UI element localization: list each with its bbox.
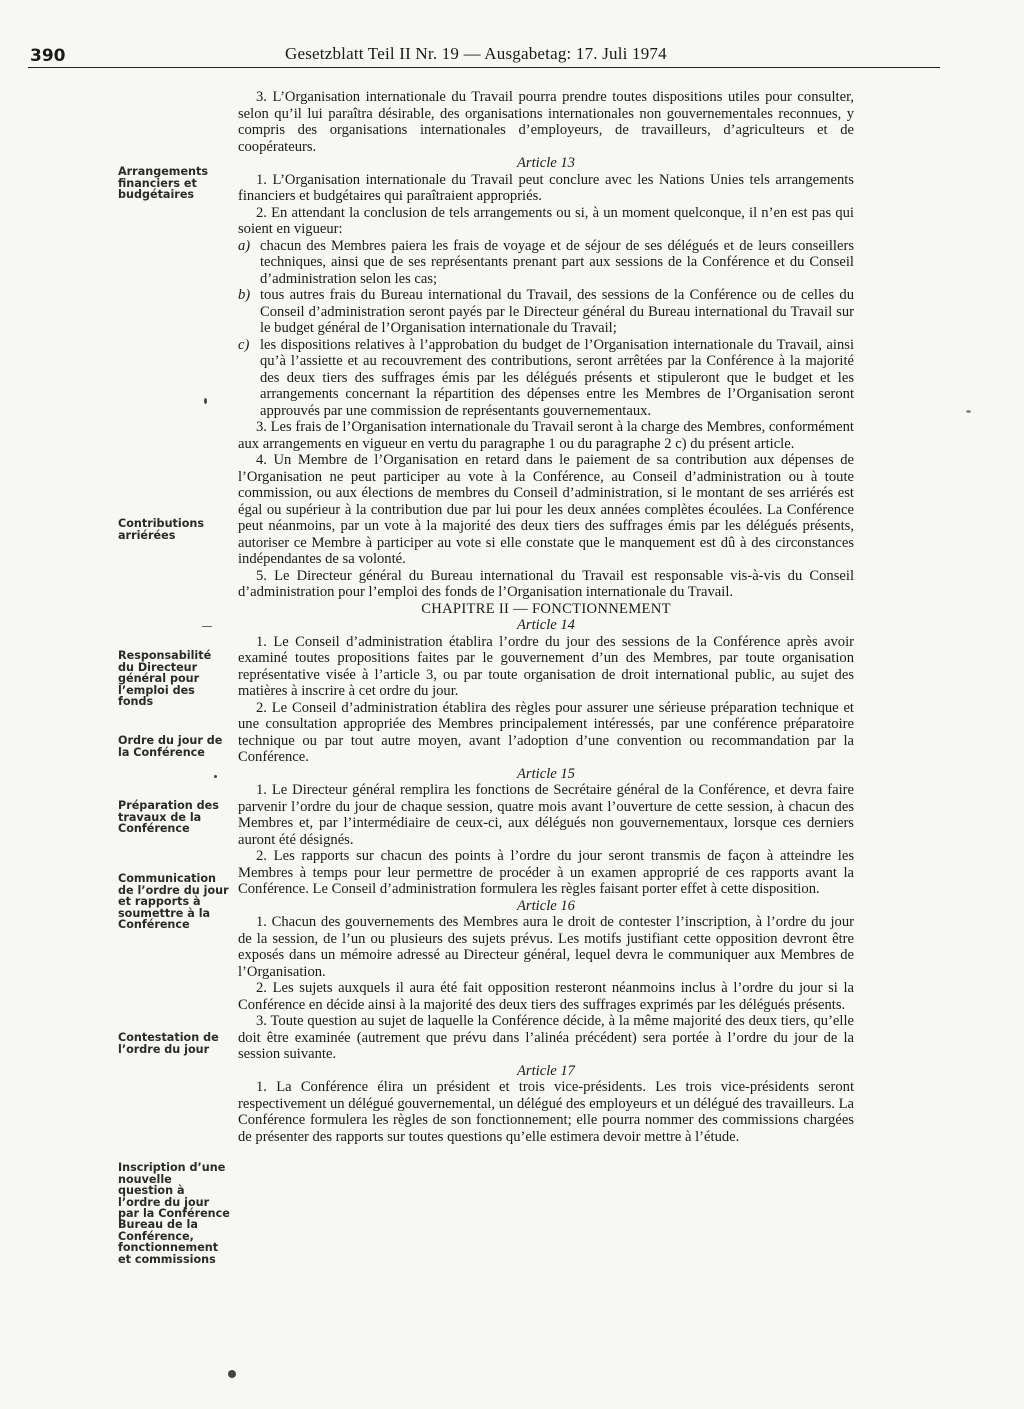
margin-note-bureau: Bureau de la Conférence, fonctionnement et commissions [118, 1218, 219, 1266]
running-head: Gesetzblatt Teil II Nr. 19 — Ausgabetag: 17. Juli 1974 [285, 44, 667, 63]
list-item [238, 287, 854, 337]
paragraph: 5. Le Directeur général du Bureau international du Travail est responsable vis-à-vis du Conseil d’administration pour l’emploi des fonds de l’Organisation internationale du Travail. [238, 567, 854, 600]
scan-speck [204, 398, 207, 404]
list-item-text: tous autres frais du Bureau international du Travail, des sessions de la Conférence ou de celles du Conseil d’administration seront payés par le Directeur général du Bureau international du Travail sur le budget général de l’Organisation internationale du Travail; [260, 287, 854, 336]
list-item-text: chacun des Membres paiera les frais de voyage et de séjour de ses délégués et de leurs conseillers techniques, ainsi que de ses représentants prenant part aux sessions de la Conférence et du Conseil d’administration selon les cas; [260, 237, 854, 287]
paragraph: 2. Les sujets auxquels il aura été fait opposition resteront néanmoins inclus à l’ordre du jour si la Conférence en décide ainsi à la majorité des deux tiers des suffrages exprimés par les délégués présents. [238, 980, 854, 1013]
margin-note-contributions: Contributions arriérées [118, 517, 205, 542]
list-item-text: les dispositions relatives à l’approbation du budget de l’Organisation internationale du Travail, ainsi qu’à l’assiette et au recouvrement des contributions, seront arrêtées par la Conférence à la majorité des deux tiers des suffrages émis par les délégués présents et stipuleront que le budget et les arrangements concernant la répartition des dépenses entre les Membres de l’Organisation seront approuvés par une commission de représentants gouvernementaux. [260, 336, 854, 419]
paragraph: 1. La Conférence élira un président et trois vice-présidents. Les trois vice-présidents seront respectivement un délégué gouvernemental, un délégué des employeurs et un délégué des travailleurs. La Conférence formulera les règles de son fonctionnement; elle pourra nommer des commissions chargées de présenter des rapports sur toutes questions qu’elle estimera devoir mettre à l’étude. [238, 1079, 854, 1145]
list-item-label: b) [238, 287, 251, 303]
paragraph: 2. Le Conseil d’administration établira des règles pour assurer une sérieuse préparation technique et une consultation appropriée des Membres principalement intéressés, par une conférence préparatoire technique ou par tout autre moyen, avant l’adoption d’une convention ou recommandation par la Conférence. [238, 699, 854, 765]
article-heading: Article 14 [517, 617, 575, 633]
chapter-heading: CHAPITRE II — FONCTIONNEMENT [421, 600, 671, 617]
margin-note-ordre-du-jour: Ordre du jour de la Conférence [118, 734, 223, 759]
scan-speck [214, 775, 217, 778]
paragraph: 2. En attendant la conclusion de tels arrangements ou si, à un moment quelconque, il n’en est pas qui soient en vigueur: [238, 204, 854, 237]
list-item [238, 238, 854, 288]
margin-note-contestation: Contestation de l’ordre du jour [118, 1031, 219, 1056]
main-text [238, 89, 854, 1145]
article-heading: Article 16 [517, 897, 575, 914]
paragraph: 1. L’Organisation internationale du Travail peut conclure avec les Nations Unies tels arrangements financiers et budgétaires qui paraîtraient appropriés. [238, 171, 854, 204]
margin-note-preparation: Préparation des travaux de la Conférence [118, 799, 219, 836]
margin-note-arrangements: Arrangements financiers et budgétaires [118, 165, 209, 202]
page-header [30, 44, 940, 68]
margin-note-responsabilite: Responsabilité du Directeur général pour l’emploi des fonds [118, 649, 212, 709]
margin-note-communication: Communication de l’ordre du jour et rapports à soumettre à la Conférence [118, 872, 229, 932]
article-heading: Article 17 [517, 1062, 575, 1079]
scan-speck [228, 1370, 236, 1378]
list-item-label: c) [238, 336, 250, 353]
paragraph: 3. L’Organisation internationale du Travail pourra prendre toutes dispositions utiles pour consulter, selon qu’il lui paraîtra désirable, des organisations internationales non gouvernementales reconnues, y compris des organisations internationales d’employeurs, de travailleurs, d’agriculteurs et de coopérateurs. [238, 89, 854, 155]
list-item [238, 337, 854, 420]
paragraph: 3. Les frais de l’Organisation internationale du Travail seront à la charge des Membres, conformément aux arrangements en vigueur en vertu du paragraphe 1 ou du paragraphe 2 c) du présent article. [238, 419, 854, 452]
paragraph: 1. Chacun des gouvernements des Membres aura le droit de contester l’inscription, à l’ordre du jour de la session, de l’un ou plusieurs des sujets prévus. Les motifs justifiant cette opposition devront être exposés dans un mémoire adressé au Directeur général, lequel devra le communiquer aux Membres de l’Organisation. [238, 914, 854, 980]
paragraph: 3. Toute question au sujet de laquelle la Conférence décide, à la même majorité des deux tiers, qu’elle doit être examinée (autrement que prévu dans l’alinéa précédent) sera portée à l’ordre du jour de la session suivante. [238, 1013, 854, 1062]
paragraph: 1. Le Conseil d’administration établira l’ordre du jour des sessions de la Conférence après avoir examiné toutes propositions faites par le gouvernement d’un des Membres, par toute organisation représentative visée à l’article 3, ou par toute organisation de droit international public, au sujet des matières à inscrire à cet ordre du jour. [238, 633, 854, 699]
margin-note-inscription: Inscription d’une nouvelle question à l’ordre du jour par la Conférence [118, 1161, 230, 1221]
scan-speck [202, 626, 212, 627]
paragraph: 2. Les rapports sur chacun des points à l’ordre du jour seront transmis de façon à atteindre les Membres à temps pour leur permettre de procéder à un examen approprié de ces rapports avant la Conférence. Le Conseil d’administration formulera les règles faisant porter effet à cette disposition. [238, 848, 854, 897]
article-heading: Article 13 [517, 155, 575, 171]
article-heading: Article 15 [517, 765, 575, 782]
page-number: 390 [30, 46, 66, 66]
list-item-label: a) [238, 237, 251, 254]
paragraph: 4. Un Membre de l’Organisation en retard dans le paiement de sa contribution aux dépenses de l’Organisation ne peut participer au vote à la Conférence, au Conseil d’administration ou à toute commission, ou aux élections de membres du Conseil d’administration, si le montant de ses arriérés est égal ou supérieur à la contribution due par lui pour les deux années complètes écoulées. La Conférence peut néanmoins, par un vote à la majorité des deux tiers des suffrages émis par les délégués présents, autoriser ce Membre à participer au vote si elle constate que le manquement est dû à des circonstances indépendantes de sa volonté. [238, 452, 854, 567]
paragraph: 1. Le Directeur général remplira les fonctions de Secrétaire général de la Conférence, et devra faire parvenir l’ordre du jour de chaque session, quatre mois avant l’ouverture de cette session, à chacun des Membres et, par l’intermédiaire de ceux-ci, aux délégués non gouvernementaux, lorsque ces derniers auront été désignés. [238, 782, 854, 848]
header-rule [28, 67, 940, 68]
scan-speck [966, 410, 971, 413]
